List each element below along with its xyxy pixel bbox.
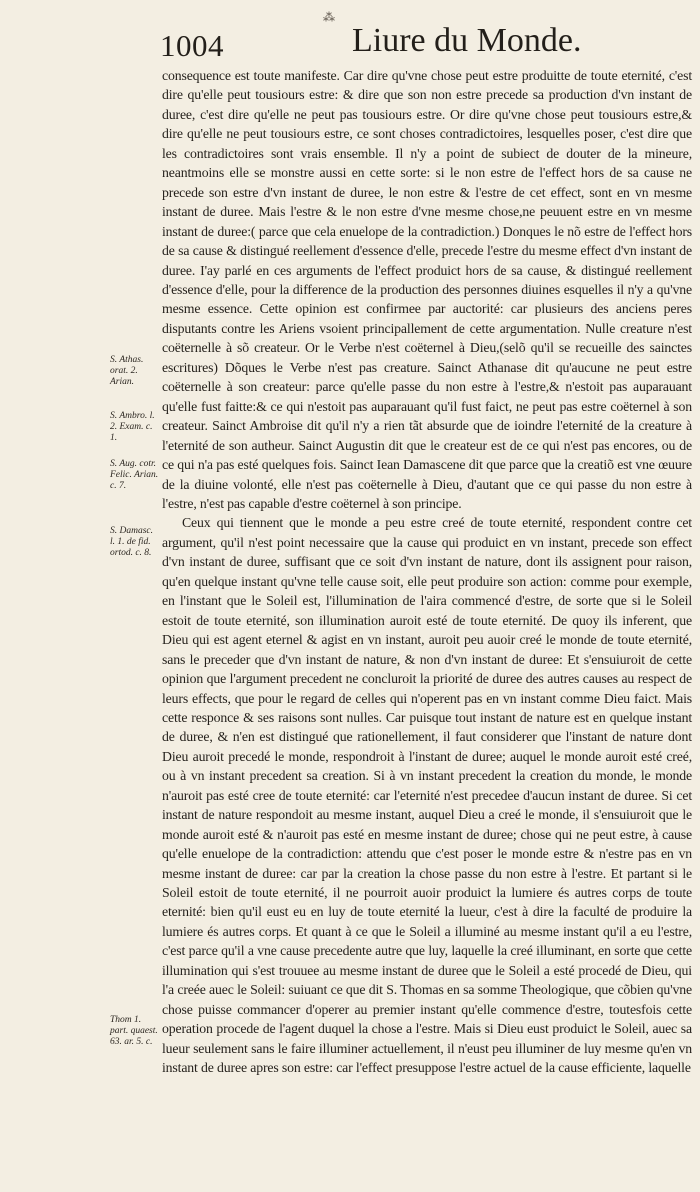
running-title: Liure du Monde. [352,22,582,59]
ornament-mark: ⁂ [323,10,335,24]
margin-note-athanase: S. Athas. orat. 2. Arian. [110,355,144,387]
body-text [162,66,692,1078]
margin-note-ambroise: S. Ambro. l. 2. Exam. c. 1. [110,411,155,443]
paragraph-response: Ceux qui tiennent que le monde a peu estre creé de toute eternité, respondent contre cet argument, qu'il n'est point necessaire que la cause qui produict en vn instant, precede son effect d'vn instant de duree, suffisant que ce soit d'vn instant de nature, dont ils assignent pour raison, qu'en quelque instant qu'vne telle cause soit, elle peut produire son action: comme pour exemple, en l'instant que le Soleil est, l'illumination de l'aira commencé d'estre, de sorte que si le Soleil estoit de toute eternité, son illumination auroit esté de toute eternité. De quoy ils inferent, que Dieu qui est agent eternel & agist en vn instant, auroit peu auoir creé le monde de toute eternité, sans le preceder que d'vn instant de nature, & non d'vn instant de duree: Et s'ensuiuroit de cette opinion que l'argument precedent ne concluroit la priorité de duree des autres causes au respect de leurs effects, que pour le regard de celles qui n'operent pas en vn instant comme Dieu faict. Mais cette responce & ses raisons sont nulles. Car puisque tout instant de nature est en quelque instant de duree, & n'en est distingué que rationellement, il faut considerer que l'instant de nature dont Dieu auroit precedé le monde, respondroit à l'instant de duree; auquel le monde auroit esté creé, ou à vn instant precedent sa creation. Si à vn instant precedent la creation du monde, le monde n'auroit pas esté cree de toute eternité: car l'eternité n'est precedee d'aucun instant de duree. Si cet instant de nature respondoit au mesme instant, auquel Dieu a creé le monde, il s'ensuiuroit que le monde auroit esté & n'auroit pas esté en mesme instant de duree; chose qui ne peut estre, à cause qu'elle enuelope de la contradiction: attendu que c'est poser le monde estre & n'estre pas en vn mesme instant de duree: car par la creation la chose passe du non estre à l'estre. Et partant si le Soleil estoit de toute eternité, il ne pourroit auoir produict la lumiere és autres corps de toute eternité: bien qu'il eust eu en luy de toute eternité la lueur, c'est à dire la faculté de produire la lumiere és autres corps. Et quant à ce que le Soleil a illuminé au mesme instant qu'il a eu l'estre, c'est parce qu'il a vne cause precedente autre que luy, laquelle la creé illuminant, en sorte que cette illumination qui s'est trouuee au mesme instant de duree que le Soleil a esté procedé de Dieu, qui l'a creée auec le Soleil: suiuant ce que dit S. Thomas en sa somme Theologique, que cõbien qu'vne chose puisse commancer d'operer au premier instant qu'elle commence d'estre, toutesfois cette operation procede de l'agent duquel la chose a l'estre. Mais si Dieu eust produict le Soleil, auec sa lueur seulement sans le faire illuminer actuellement, il n'eust peu illuminer de luy mesme qu'en vn instant de duree apres son estre: car l'effect presuppose l'estre actuel de la cause efficiente, laquelle [162,515,692,1076]
page-header [0,10,700,62]
margin-note-damascene: S. Damasc. l. 1. de fid. ortod. c. 8. [110,526,154,558]
page-number: 1004 [160,28,224,63]
margin-note-thomas: Thom 1. part. quaest. 63. ar. 5. c. [110,1015,158,1047]
paragraph-argument: consequence est toute manifeste. Car dire qu'vne chose peut estre produitte de toute eternité, c'est dire qu'elle peut tousiours estre: & dire que son non estre precede sa production d'vn instant de duree, c'est dire qu'elle ne peut pas tousiours estre. Or dire qu'vne chose peut tousiours estre,& dire qu'elle ne peut tousiours estre, ce sont choses contradictoires, lesquelles poser, c'est dire que les contradictoires sont vrais ensemble. Il n'y a point de subiect de douter de la mineure, neantmoins elle se monstre aussi en cette sorte: si le non estre de l'effect hors de sa cause ne precede son estre d'vn instant de duree, le non estre & l'estre de cet effect, sont en vn mesme instant de duree. Mais l'estre & le non estre d'vne mesme chose,ne peuuent estre en vn mesme instant de duree:( parce que cela enuelope de la contradiction.) Donques le nõ estre de l'effect hors de sa cause & distingué reellement d'essence d'elle, precede l'estre du mesme effect d'vn instant de duree. I'ay parlé en ces arguments de l'effect produict hors de sa cause, & distingué reellement d'essence d'elle, pour la difference de la production des personnes diuines esquelles il n'y a qu'vne mesme essence. Cette opinion est confirmee par auctorité: car plusieurs des anciens peres disputants contre les Ariens vsoient principallement de cette argumentation. Nulle creature n'est coëternelle à sõ createur. Or le Verbe n'est coëternel à Dieu,(selõ qu'il se recueille des sainctes escritures) Dõques le Verbe n'est pas creature. Sainct Athanase dit qu'aucune ne peut estre coëternelle à son createur: parce qu'elle passe du non estre à l'estre,& n'estoit pas auparauant qu'elle fust faitte:& ce qui n'estoit pas auparauant qu'il fust faict, ne peut pas estre coëternel à son createur. Sainct Ambroise dit qu'il n'y a rien tãt absurde que de ioindre l'eternité de la creature à l'eternité de son autheur. Sainct Augustin dit que le createur est de ce qui n'est pas encores, ou de ce qui n'a pas esté quelques fois. Sainct Iean Damascene dit que parce que la creatiõ est vne œuure de la diuine volonté, elle n'est pas coëternelle à Dieu, d'autant que ce qui passe du non estre à l'estre, n'est pas capable d'estre coëternel à son principe. [162,68,692,511]
margin-note-augustin: S. Aug. cotr. Felic. Arian. c. 7. [110,459,159,491]
